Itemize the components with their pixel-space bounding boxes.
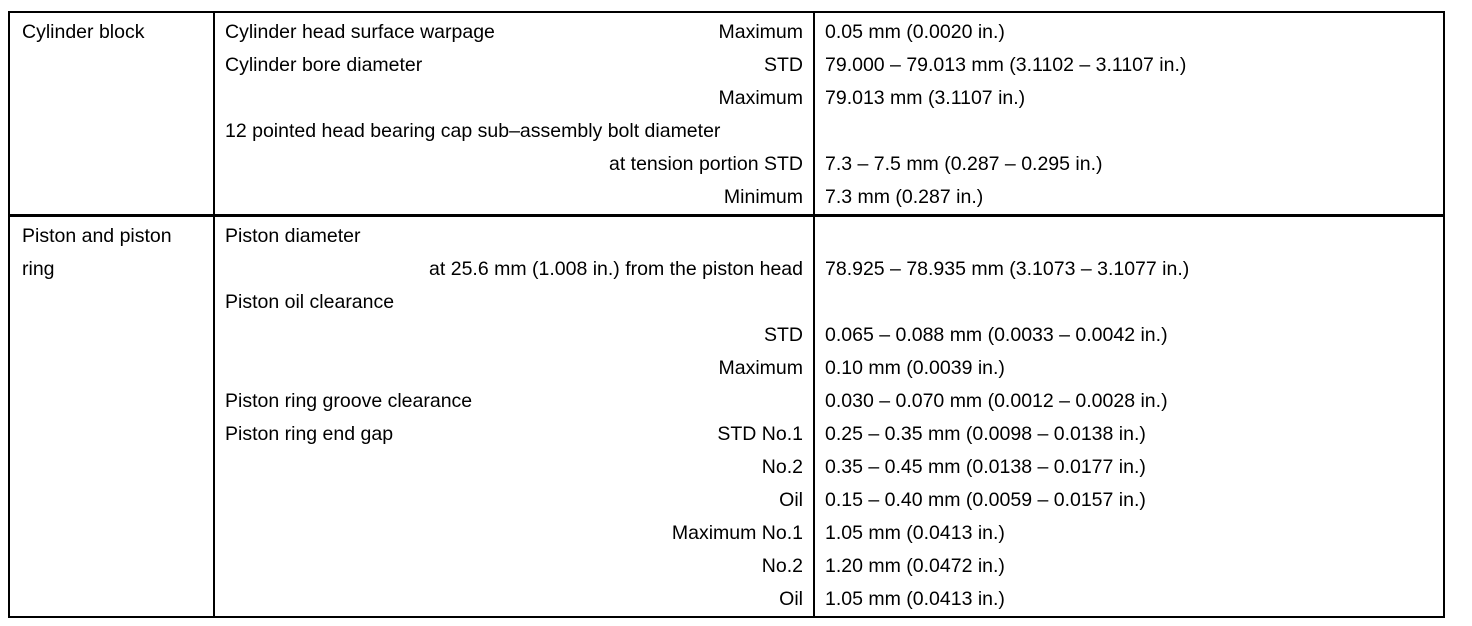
condition-label: Minimum xyxy=(723,186,803,208)
spec-value: 0.10 mm (0.0039 in.) xyxy=(825,357,1005,379)
spec-value: 7.3 – 7.5 mm (0.287 – 0.295 in.) xyxy=(825,153,1103,175)
item-line xyxy=(215,484,813,517)
item-line xyxy=(215,583,813,616)
spec-value: 0.065 – 0.088 mm (0.0033 – 0.0042 in.) xyxy=(825,324,1168,346)
section-piston-and-piston-ring xyxy=(9,216,1444,618)
item-line xyxy=(215,352,813,385)
item-label: Piston oil clearance xyxy=(225,291,395,313)
spec-value: 79.013 mm (3.1107 in.) xyxy=(825,87,1026,109)
spec-value: 0.15 – 0.40 mm (0.0059 – 0.0157 in.) xyxy=(825,489,1146,511)
condition-label: Maximum No.1 xyxy=(671,522,803,544)
spec-value: 7.3 mm (0.287 in.) xyxy=(825,186,984,208)
item-line xyxy=(215,181,813,214)
spec-table-body xyxy=(9,12,1444,617)
spec-value: 79.000 – 79.013 mm (3.1102 – 3.1107 in.) xyxy=(825,54,1187,76)
condition-label: Maximum xyxy=(718,357,803,379)
condition-label: No.2 xyxy=(761,456,803,478)
condition-label: STD xyxy=(764,54,803,76)
item-cell xyxy=(214,216,814,618)
item-label: 12 pointed head bearing cap sub–assembly bolt diameter xyxy=(225,120,721,142)
spec-value: 0.030 – 0.070 mm (0.0012 – 0.0028 in.) xyxy=(825,390,1168,412)
condition-label: Maximum xyxy=(718,87,803,109)
value-cell xyxy=(814,12,1444,216)
value-lines xyxy=(815,13,1443,214)
item-label: Cylinder bore diameter xyxy=(225,54,423,76)
spec-value xyxy=(815,286,1443,319)
condition-label: Oil xyxy=(779,489,803,511)
item-line xyxy=(215,16,813,49)
item-line xyxy=(215,451,813,484)
condition-label: Oil xyxy=(779,588,803,610)
item-line xyxy=(215,115,813,148)
condition-label: at 25.6 mm (1.008 in.) from the piston head xyxy=(429,258,803,280)
item-line xyxy=(215,286,813,319)
category-label: Cylinder block xyxy=(22,21,145,43)
item-label: Piston ring groove clearance xyxy=(225,390,473,412)
item-line xyxy=(215,517,813,550)
item-lines xyxy=(215,13,813,214)
item-line xyxy=(215,418,813,451)
condition-label: at tension portion STD xyxy=(608,153,803,175)
item-line xyxy=(215,220,813,253)
value-lines xyxy=(815,217,1443,616)
condition-label: STD xyxy=(764,324,803,346)
condition-label: Maximum xyxy=(718,21,803,43)
item-label: Piston ring end gap xyxy=(225,423,394,445)
item-line xyxy=(215,319,813,352)
spec-value xyxy=(815,115,1443,148)
item-line xyxy=(215,148,813,181)
spec-value xyxy=(815,220,1443,253)
item-line xyxy=(215,550,813,583)
condition-label: No.2 xyxy=(761,555,803,577)
item-label: Piston diameter xyxy=(225,225,361,247)
specification-table xyxy=(8,11,1445,618)
spec-value: 0.25 – 0.35 mm (0.0098 – 0.0138 in.) xyxy=(825,423,1146,445)
spec-value: 0.35 – 0.45 mm (0.0138 – 0.0177 in.) xyxy=(825,456,1146,478)
item-label: Cylinder head surface warpage xyxy=(225,21,495,43)
spec-value: 1.05 mm (0.0413 in.) xyxy=(825,522,1005,544)
item-line xyxy=(215,385,813,418)
condition-label: STD No.1 xyxy=(717,423,803,445)
value-cell xyxy=(814,216,1444,618)
category-cell xyxy=(9,216,214,618)
item-cell xyxy=(214,12,814,216)
spec-value: 1.05 mm (0.0413 in.) xyxy=(825,588,1005,610)
category-cell xyxy=(9,12,214,216)
spec-value: 0.05 mm (0.0020 in.) xyxy=(825,21,1005,43)
item-line xyxy=(215,82,813,115)
spec-value: 1.20 mm (0.0472 in.) xyxy=(825,555,1005,577)
item-line xyxy=(215,253,813,286)
item-lines xyxy=(215,217,813,616)
spec-value: 78.925 – 78.935 mm (3.1073 – 3.1077 in.) xyxy=(825,258,1190,280)
category-label: Piston and piston ring xyxy=(22,225,172,280)
item-line xyxy=(215,49,813,82)
section-cylinder-block xyxy=(9,12,1444,216)
